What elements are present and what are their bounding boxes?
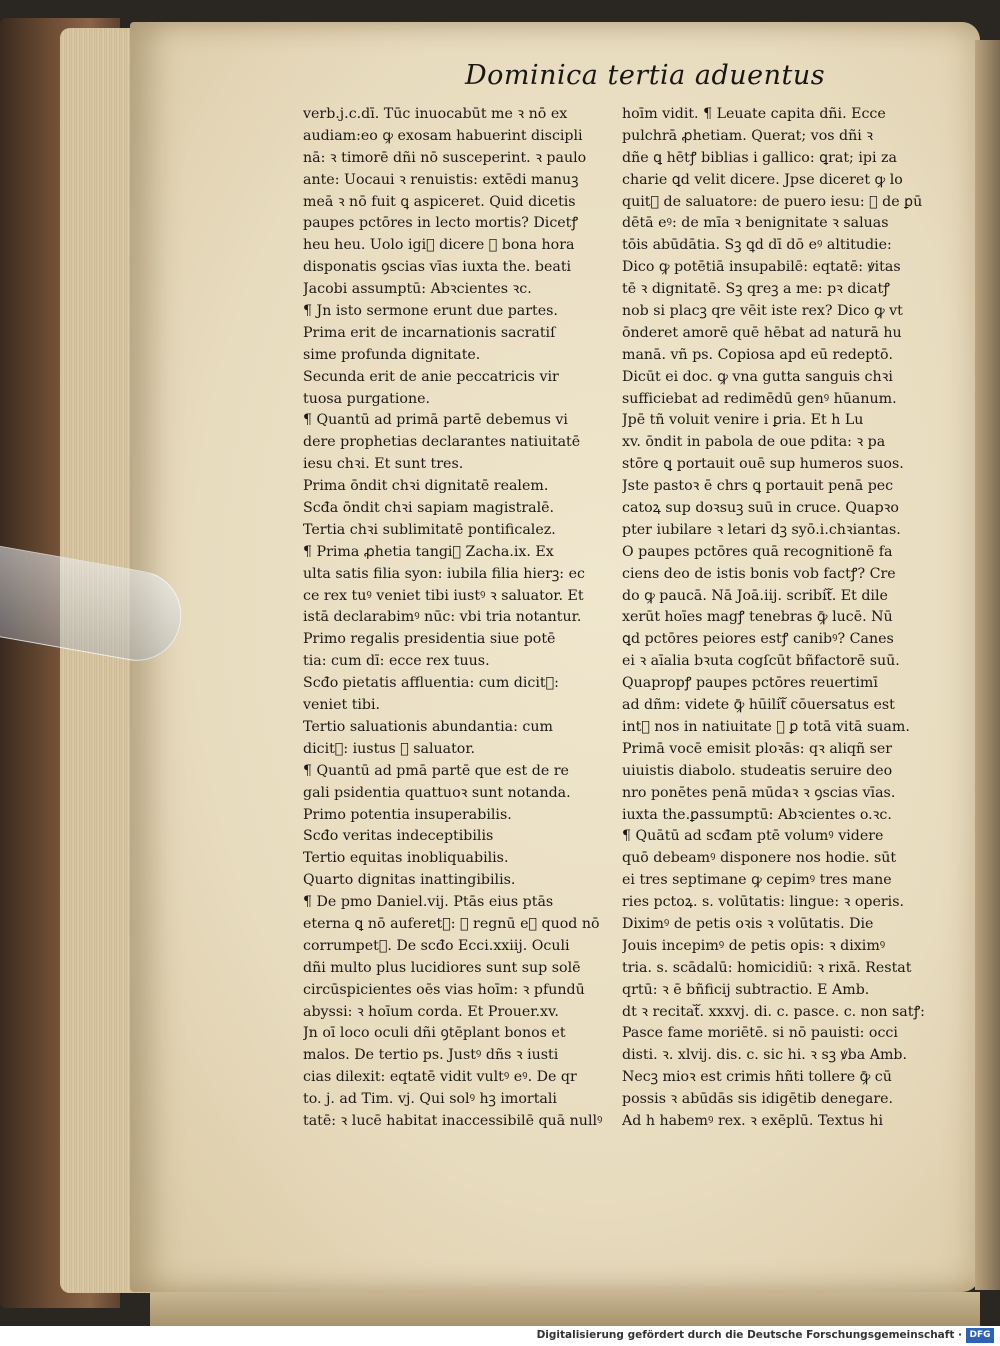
text-line: Primā vocē emisit ploꝛās: qꝛ aliqñ ser — [622, 740, 893, 757]
text-line: dētā eꝰ: de mīa ꝛ benignitate ꝛ saluas — [622, 215, 889, 232]
running-head: Dominica tertia aduentus — [465, 60, 826, 91]
book-lower-edge — [150, 1292, 980, 1326]
text-line: to. j. ad Tim. vj. Qui solꝰ hꝫ imortali — [303, 1091, 557, 1108]
text-line: dicitᷓ: iustus ꝛ saluator. — [303, 740, 476, 757]
text-line: audiam:eo ꝙ exosam habuerint discipli — [303, 127, 583, 144]
text-line: ¶ Quantū ad primā partē debemus vi — [303, 412, 568, 429]
right-column — [622, 104, 942, 1133]
text-line: dñe ꝗ hētꝭ biblias i gallico: ꝗrat; ipi za — [622, 149, 897, 166]
text-line: quō debeamꝰ disponere nos hodie. sūt — [622, 850, 897, 867]
text-line: manā. vñ ps. Copiosa apd eū redeptō. — [622, 346, 894, 363]
text-line: veniet tibi. — [303, 697, 381, 714]
text-line: xv. ōndit in pabola de oue pdita: ꝛ pa — [622, 434, 886, 451]
text-line: ei ꝛ aīalia bꝛuta cogſcūt bñfactorē suū. — [622, 653, 900, 670]
text-line: O paupes pctōres quā recognitionē fa — [622, 543, 893, 560]
text-line: nro ponētes penā mūdaꝛ ꝛ ꝯscias vīas. — [622, 784, 896, 801]
text-line: Tertio saluationis abundantia: cum — [303, 718, 553, 735]
text-line: meā ꝛ nō fuit ꝗ aspiceret. Quid dicetis — [303, 193, 576, 210]
text-line: ce rex tuꝰ veniet tibi iustꝰ ꝛ saluator. Et — [303, 587, 584, 604]
text-line: paupes pctōres in lecto mortis? Dicetꝭ — [303, 215, 579, 232]
text-line: Ad h habemꝰ rex. ꝛ exēplū. Textus hi — [622, 1112, 884, 1129]
text-line: sime profunda dignitate. — [303, 346, 481, 363]
text-line: ciens deo de istis bonis vob factꝭ? Cre — [622, 565, 896, 582]
text-line: ei tres septimane ꝙ cepimꝰ tres mane — [622, 872, 892, 889]
text-line: Scđo veritas indeceptibilis — [303, 828, 494, 845]
text-line: Jacobi assumptū: Abꝛcientes ꝛc. — [303, 281, 532, 298]
text-line: ¶ Jn isto sermone erunt due partes. — [303, 303, 558, 320]
text-line: stōre ꝗ portauit ouē sup humeros suos. — [622, 456, 904, 473]
text-line: Scđa ōndit chꝛi sapiam magistralē. — [303, 500, 555, 517]
text-line: Dicūt ei doc. ꝙ vna gutta sanguis chꝛi — [622, 368, 893, 385]
text-line: nob si placꝫ qre vēit iste rex? Dico ꝙ vt — [622, 303, 903, 320]
footer-bar — [0, 1326, 1000, 1346]
text-line: cias dilexit: eqtatē vidit vultꝰ eꝰ. De qr — [303, 1069, 577, 1086]
text-line: Jouis incepimꝰ de petis opis: ꝛ diximꝰ — [622, 937, 886, 954]
text-line: iesu chꝛi. Et sunt tres. — [303, 456, 464, 473]
text-line: eterna ꝗ nō auferetᷓ: ꝛ regnū eꝰ quod nō — [303, 915, 600, 932]
text-line: ad dñm: videte ꝙ̄ hūilitᷓ cōuersatus est — [622, 697, 895, 714]
text-line: catoꝝ sup doꝛsuꝫ suū in cruce. Quapꝛo — [622, 500, 899, 517]
text-line: charie ꝗd velit dicere. Jpse diceret ꝙ lo — [622, 171, 903, 188]
text-line: nā: ꝛ timorē dñi nō susceperint. ꝛ paulo — [303, 149, 587, 166]
text-line: ¶ De pmo Daniel.vij. Ptās eius ptās — [303, 894, 554, 911]
text-line: Necꝫ mioꝛ est crimis hñti tollere ꝙ̄ cū — [622, 1069, 892, 1086]
text-line: abyssi: ꝛ hoīum corda. Et Prouer.xv. — [303, 1003, 559, 1020]
text-line: Prima ōndit chꝛi dignitatē realem. — [303, 478, 549, 495]
text-line: dere prophetias declarantes natiuitatē — [303, 434, 581, 451]
text-line: ōnderet amorē quē hēbat ad naturā hu — [622, 324, 902, 341]
text-line: gali psidentia quattuoꝛ sunt notanda. — [303, 784, 571, 801]
text-line: xerūt hoīes magꝭ tenebras ꝙ̄ lucē. Nū — [622, 609, 893, 626]
text-line: Tertio equitas inobliquabilis. — [303, 850, 509, 867]
text-line: tia: cum dī: ecce rex tuus. — [303, 653, 490, 670]
text-line: pulchrā ꝓhetiam. Querat; vos dñi ꝛ — [622, 127, 874, 144]
text-line: sufficiebat ad redimēdū genꝰ hūanum. — [622, 390, 897, 407]
text-line: iuxta the.ꝑassumptū: Abꝛcientes o.ꝛc. — [622, 806, 892, 823]
text-line: ulta satis filia syon: iubila filia hierꝫ: ec — [303, 565, 585, 582]
text-line: tuosa purgatione. — [303, 390, 430, 407]
text-line: tōis abūdātia. Sꝫ ꝗd dī dō eꝰ altitudie: — [622, 237, 892, 254]
dfg-logo[interactable]: DFG — [966, 1328, 994, 1343]
text-line: Dico ꝙ potētiā insupabilē: eqtatē: ꝟitas — [622, 259, 901, 276]
text-line: hoīm vidit. ¶ Leuate capita dñi. Ecce — [622, 106, 886, 122]
text-line: pter iubilare ꝛ letari dꝫ syō.i.chꝛiantas. — [622, 521, 901, 538]
left-column — [303, 104, 615, 1133]
footer-credit: Digitalisierung gefördert durch die Deutsche Forschungsgemeinschaft · — [536, 1329, 962, 1341]
text-line: ꝗd pctōres peiores estꝭ canibꝰ? Canes — [622, 631, 894, 648]
text-line: corrumpetᷓ. De scđo Ecci.xxiij. Oculi — [303, 937, 570, 954]
text-line: do ꝙ paucā. Nā Joā.iij. scribitᷓ. Et dile — [622, 587, 888, 604]
text-line: ¶ Prima ꝓhetia tangiᷓ Zacha.ix. Ex — [303, 543, 554, 560]
book-right-edge — [975, 40, 1000, 1290]
text-line: Jpē tñ voluit venire i ꝑria. Et h Lu — [622, 412, 864, 429]
text-line: Pasce fame moriētē. si nō pauisti: occi — [622, 1025, 898, 1042]
text-line: uiuistis diabolo. studeatis seruire deo — [622, 762, 893, 779]
text-line: quitᷓ de saluatore: de puero iesu: ꝛ de ꝑū — [622, 193, 923, 210]
text-line: tē ꝛ dignitatē. Sꝫ qreꝫ a me: pꝛ dicatꝭ — [622, 281, 890, 298]
text-line: Quarto dignitas inattingibilis. — [303, 872, 516, 889]
text-line: malos. De tertio ps. Justꝰ dñs ꝛ iusti — [303, 1047, 559, 1064]
text-line: ante: Uocaui ꝛ renuistis: extēdi manuꝫ — [303, 171, 579, 188]
text-line: Quapropꝭ paupes pctōres reuertimī — [622, 675, 878, 692]
text-line: qrtū: ꝛ ē bñficij subtractio. E Amb. — [622, 981, 870, 998]
text-line: Secunda erit de anie peccatricis vir — [303, 368, 559, 385]
text-line: circūspicientes oēs vias hoīm: ꝛ pfundū — [303, 981, 585, 998]
text-line: ries pctoꝝ. s. volūtatis: lingue: ꝛ operis. — [622, 894, 904, 911]
text-line: tria. s. scādalū: homicidiū: ꝛ rixā. Restat — [622, 959, 912, 976]
text-line: intᷓ nos in natiuitate ꝛ ꝑ totā vitā suam. — [622, 718, 910, 735]
text-line: disponatis ꝯscias vīas iuxta the. beati — [303, 259, 572, 276]
text-line: verb.j.c.dī. Tūc inuocabūt me ꝛ nō ex — [303, 106, 568, 122]
text-line: Diximꝰ de petis oꝛis ꝛ volūtatis. Die — [622, 915, 874, 932]
text-line: Primo potentia insuperabilis. — [303, 806, 512, 823]
text-line: Jste pastoꝛ ē chrs ꝗ portauit penā pec — [622, 478, 894, 495]
text-line: tatē: ꝛ lucē habitat inaccessibilē quā nullꝰ — [303, 1112, 603, 1129]
text-line: Scđo pietatis affluentia: cum dicitᷓ: — [303, 675, 559, 692]
text-line: Tertia chꝛi sublimitatē pontificalez. — [303, 521, 556, 538]
text-line: disti. ꝛ. xlvij. dis. c. sic hi. ꝛ sꝫ ꝟba Amb. — [622, 1047, 908, 1064]
text-line: ¶ Quātū ad scđam ptē volumꝰ videre — [622, 828, 884, 845]
text-line: dt ꝛ recitatᷓ. xxxvj. di. c. pasce. c. non satꝭ: — [622, 1003, 925, 1020]
text-line: Prima erit de incarnationis sacratiſ — [303, 324, 556, 341]
text-line: dñi multo plus lucidiores sunt sup solē — [303, 959, 581, 976]
text-line: heu heu. Uolo igiᷓ dicere ꝙ bona hora — [303, 237, 575, 254]
text-line: Primo regalis presidentia siue potē — [303, 631, 556, 648]
text-line: Jn oī loco oculi dñi ꝯtēplant bonos et — [303, 1025, 566, 1042]
text-line: istā declarabimꝰ nūc: vbi tria notantur. — [303, 609, 582, 626]
text-line: ¶ Quantū ad pmā partē que est de re — [303, 762, 569, 779]
text-line: possis ꝛ abūdās sis idigētib denegare. — [622, 1091, 894, 1108]
